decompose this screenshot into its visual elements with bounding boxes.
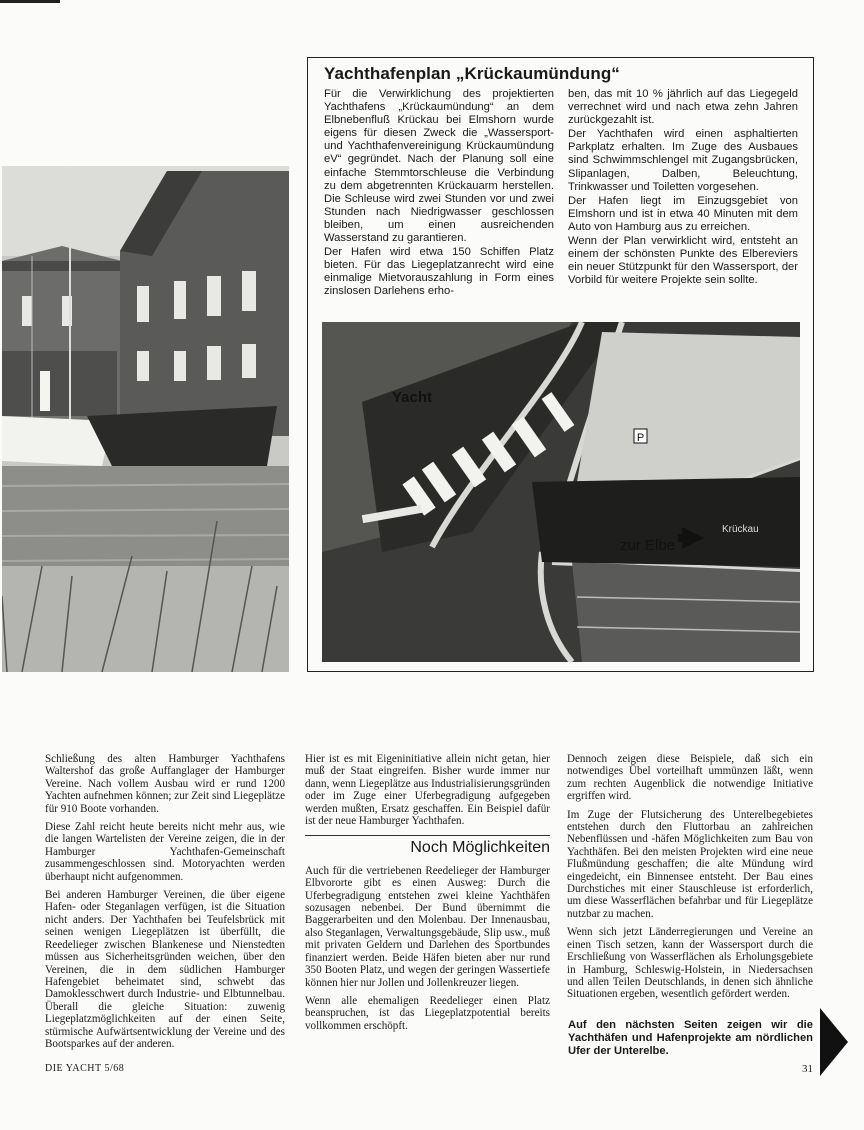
harbor-plan-map	[322, 322, 800, 662]
article-paragraph: Schließung des alten Hamburger Yachthafens Waltershof das große Auffanglager der Hamburger Vereine. Nach vollem Ausbau wird er rund 1200 Yachten aufnehmen können; zur Zeit sind Liegeplätze für 910 Boote vorhanden.	[45, 753, 285, 815]
article-column-2	[305, 753, 550, 1038]
direction-label: zur Elbe	[620, 537, 676, 554]
issue-footer: DIE YACHT 5/68	[45, 1063, 125, 1074]
harbor-photo	[2, 166, 289, 672]
section-subheading: Noch Möglichkeiten	[305, 835, 550, 854]
article-paragraph: Im Zuge der Flutsicherung des Unterelbegebietes entstehen durch den Fluttorbau an zahlreichen Nebenflüssen und -häfen Möglichkeiten zum Bau von Yachthäfen. Bei den meisten Projekten wird eine neue Flußmündung geschaffen; die alte Mündung wird eingedeicht, ein Binnensee entsteht. Der Bau eines Durchstiches mit einer Stauschleuse ist erforderlich, um diese Wasserflächen befahrbar und für Liegeplätze nutzbar zu machen.	[567, 808, 813, 920]
next-pages-teaser: Auf den nächsten Seiten zeigen wir die Yachthäfen und Hafenprojekte am nördlichen Ufer der Unterelbe.	[568, 1019, 813, 1057]
box-paragraph: Der Yachthafen wird einen asphaltierten Parkplatz erhalten. Im Zuge des Ausbaues sind Schwimmschlengel mit Zugangsbrücken, Slipanlagen, Dalben, Beleuchtung, Trinkwasser und Toiletten vorgesehen.	[568, 128, 798, 193]
article-column-1	[45, 753, 285, 1056]
page-number: 31	[802, 1063, 813, 1075]
river-label: Krückau	[722, 524, 759, 535]
article-paragraph: Diese Zahl reicht heute bereits nicht mehr aus, wie die langen Wartelisten der Vereine zeigen, die in der Hamburger Yachthafen-Gemeinschaft zusammengeschlossen sind. Motoryachten werden überhaupt nicht aufgenommen.	[45, 821, 285, 883]
article-paragraph: Bei anderen Hamburger Vereinen, die über eigene Hafen- oder Steganlagen verfügen, ist die Situation nicht anders. Der Yachthafen bei Teufelsbrück mit seinen wenigen Liegeplätzen ist überfüllt, die Reedelieger zwischen Blankenese und Nienstedten müssen aus Sicherheitsgründen weichen, über den Vereinen, die in dem südlichen Hamburger Hafengebiet beheimatet sind, schwebt das Damoklesschwert durch Industrie- und Elbtunnelbau. Überall die gleiche Situation: zuwenig Liegeplatzmöglichkeiten auf der einen Seite, stürmische Aufwärtsentwicklung der Vereine und des Bootsparkes auf der anderen.	[45, 889, 285, 1050]
box-paragraph: Der Hafen wird etwa 150 Schiffen Platz bieten. Für das Liegeplatzanrecht wird eine einmalige Mietvorauszahlung in Form eines zinslosen Darlehens erho-	[324, 246, 554, 298]
box-paragraph: Der Hafen liegt im Einzugsgebiet von Elmshorn und ist in etwa 40 Minuten mit dem Auto von Hamburg aus zu erreichen.	[568, 194, 798, 233]
box-column-1	[324, 88, 554, 300]
parking-label: P	[636, 432, 645, 444]
box-column-2	[568, 88, 798, 288]
project-box	[307, 57, 814, 672]
article-paragraph: Auch für die vertriebenen Reedelieger der Hamburger Elbvororte gibt es einen Ausweg: Durch die Uferbegradigung entstehen zwei kleine Yachthäfen sozusagen nebenbei. Der Bund übernimmt die Baggerarbeiten und den Molenbau. Der Innenausbau, also Steganlagen, Verwaltungsgebäude, Slip usw., muß mit privaten Geldern und Darlehen des Sportbundes finanziert werden. Beide Häfen bieten aber nur rund 350 Booten Platz, und wegen der geringen Wassertiefe können hier nur Jollen und Jollenkreuzer liegen.	[305, 864, 550, 989]
article-paragraph: Wenn sich jetzt Länderregierungen und Vereine an einen Tisch setzen, kann der Wassersport durch die Erschließung von Wasserflächen als Erholungsgebiete in Hamburg, Schleswig-Holstein, in Niedersachsen und allen Teilen Deutschlands, in denen sich ähnliche Situationen ergeben, wesentlich gefördert werden.	[567, 926, 813, 1001]
box-paragraph: Wenn der Plan verwirklicht wird, entsteht an einem der schönsten Punkte des Elbereviers ein neuer Stützpunkt für den Wassersport, der Vorbild für weitere Projekte sein sollte.	[568, 235, 798, 287]
box-paragraph: ben, das mit 10 % jährlich auf das Liegegeld verrechnet wird und nach etwa zehn Jahren zurückgezahlt ist.	[568, 88, 798, 127]
article-paragraph: Wenn alle ehemaligen Reedelieger einen Platz beanspruchen, ist das Liegeplatzpotential bereits vollkommen erschöpft.	[305, 994, 550, 1032]
article-column-3	[567, 753, 813, 1007]
article-paragraph: Hier ist es mit Eigeninitiative allein nicht getan, hier muß der Staat eingreifen. Bisher wurde immer nur dann, wenn Liegeplätze aus Industrialisierungsgründen oder im Zuge einer Uferbegradigung aufgegeben werden mußten, Ersatz geschaffen. Ein Beispiel dafür ist der neue Hamburger Yachthafen.	[305, 753, 550, 828]
article-paragraph: Dennoch zeigen diese Beispiele, daß sich ein notwendiges Übel vorteilhaft ummünzen läßt, wenn zum rechten Augenblick die notwendige Initiative ergriffen wird.	[567, 753, 813, 803]
harbor-label: Yacht	[392, 389, 433, 406]
next-page-arrow-icon	[820, 1008, 848, 1076]
box-title: Yachthafenplan „Krückaumündung“	[324, 64, 620, 83]
box-paragraph: Für die Verwirklichung des projektierten Yachthafens „Krückaumündung“ an dem Elbnebenfluß Krückau bei Elmshorn wurde eigens für diesen Zweck die „Wassersport- und Yachthafenvereinigung Krückaumündung eV“ gegründet. Nach der Planung soll eine einfache Stemmtorschleuse die Verbindung zu dem abgetrennten Krückauarm herstellen. Die Schleuse wird zwei Stunden vor und zwei Stunden nach Niedrigwasser geschlossen bleiben, um einen ausreichenden Wasserstand zu garantieren.	[324, 88, 554, 245]
top-rule	[0, 0, 60, 3]
